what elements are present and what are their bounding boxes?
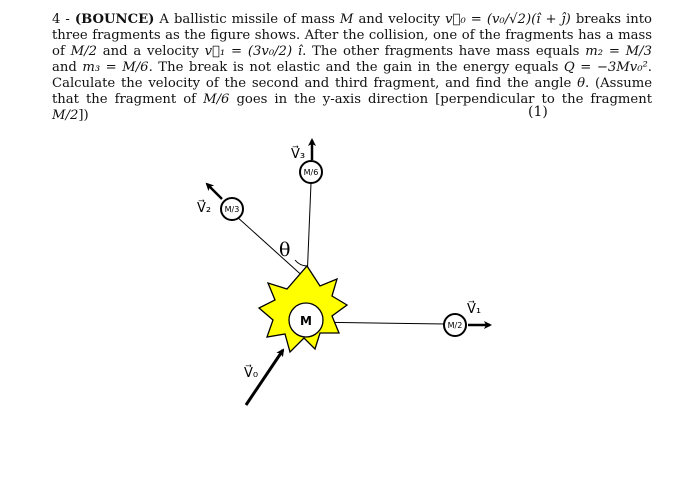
problem-number: 4 - [52,12,70,27]
text-seg-4: breaks into three fragments as the figure shows. After the collision, one of the fragments has a mass of [52,12,652,59]
line-to-v3 [307,183,311,280]
v1-label: V⃗₁ [467,302,482,317]
text-seg-1: M [339,12,354,27]
v2-label: V⃗₂ [197,201,212,216]
text-seg-16: . (Assume that the fragment of [52,76,653,107]
text-seg-9: m₂ = M/3 [585,44,652,59]
text-seg-8: . The other fragments have mass equals [302,44,586,59]
line-to-v2 [236,216,307,280]
angle-arc [295,260,307,266]
fragment-m6-label: M/6 [303,168,319,177]
text-seg-0: A ballistic missile of mass [154,12,340,27]
text-seg-11: m₃ = M/6 [82,60,149,75]
text-seg-2: and velocity [353,12,446,27]
text-seg-5: M/2 [70,44,97,59]
text-seg-20: ]) [78,108,89,123]
v2-arrow [207,184,222,199]
angle-label: θ [279,239,291,261]
v0-label: V⃗₀ [244,366,259,381]
text-seg-3: v⃗₀ = (v₀/√2)(î + ĵ) [445,12,571,27]
v3-label: V⃗₃ [291,147,306,162]
text-seg-19: M/2 [52,108,79,123]
text-seg-12: . The break is not elastic and the gain in the energy equals [148,60,564,75]
text-seg-6: and a velocity [96,44,205,59]
text-seg-13: Q = −3Mv₀² [563,60,648,75]
text-seg-15: θ [577,76,586,91]
text-seg-7: v⃗₁ = (3v₀/2) î [204,44,303,59]
fragment-m3-label: M/3 [224,205,240,214]
center-mass-label: M [300,314,312,328]
text-seg-17: M/6 [203,92,230,107]
problem-title: (BOUNCE) [74,12,155,27]
problem-points: (1) [528,104,548,120]
text-seg-14: . Calculate the velocity of the second and third fragment, and find the angle [52,60,652,91]
text-seg-18: goes in the y-axis direction [perpendicular to the fragment [229,92,652,107]
fragment-m2-label: M/2 [447,321,463,330]
text-seg-10: and [52,60,83,75]
